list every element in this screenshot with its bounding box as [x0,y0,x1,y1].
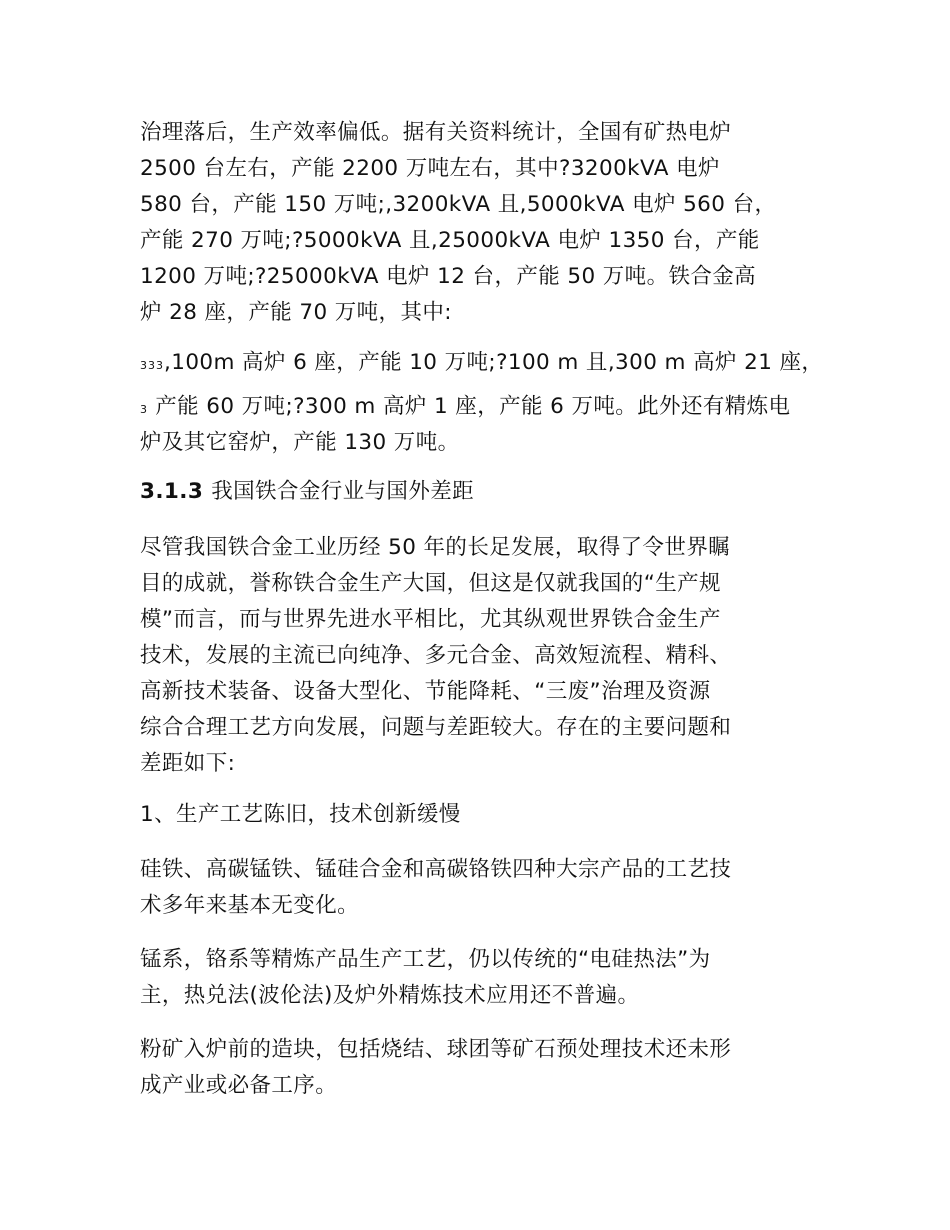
paragraph-gap-overview [140,530,840,782]
section-number: 3.1.3 [140,479,204,504]
section-heading [140,474,474,510]
text-line: 2500 台左右，产能 2200 万吨左右，其中?3200kVA 电炉 [140,156,720,181]
text-line: 主，热兑法(波伦法)及炉外精炼技术应用还不普遍。 [140,983,640,1008]
text-line: 差距如下: [140,751,236,776]
text-line: 综合合理工艺方向发展，问题与差距较大。存在的主要问题和 [140,715,732,740]
paragraph-bulk-products [140,852,840,924]
text-line: 炉 28 座，产能 70 万吨，其中: [140,300,452,325]
superscript-marker: 3 [140,403,148,416]
text-line: 粉矿入炉前的造块，包括烧结、球团等矿石预处理技术还未形 [140,1037,732,1062]
text-line: 术多年来基本无变化。 [140,893,360,918]
text-line [140,389,840,425]
text-line: 1200 万吨;?25000kVA 电炉 12 台，产能 50 万吨。铁合金高 [140,264,757,289]
paragraph-refining-process [140,942,840,1014]
text-line: 治理落后，生产效率偏低。据有关资料统计，全国有矿热电炉 [140,120,732,145]
text-line: 高新技术装备、设备大型化、节能降耗、“三废”治理及资源 [140,679,711,704]
text-line-content: 产能 60 万吨;?300 m 高炉 1 座，产能 6 万吨。此外还有精炼电 [148,394,791,419]
section-title: 我国铁合金行业与国外差距 [211,479,475,504]
text-line: 模”而言，而与世界先进水平相比，尤其纵观世界铁合金生产 [140,607,721,632]
paragraph-furnace-statistics [140,115,840,331]
text-line: 成产业或必备工序。 [140,1073,338,1098]
text-line: 技术，发展的主流已向纯净、多元合金、高效短流程、精科、 [140,643,732,668]
text-line: 锰系，铬系等精炼产品生产工艺，仍以传统的“电硅热法”为 [140,947,711,972]
superscript-marker: 333 [140,359,164,372]
paragraph-blast-furnace [140,345,840,461]
text-line: 尽管我国铁合金工业历经 50 年的长足发展，取得了令世界瞩 [140,535,731,560]
paragraph-ore-agglomeration [140,1032,840,1104]
text-line-content: ,100m 高炉 6 座，产能 10 万吨;?100 m 且,300 m 高炉 21 座， [164,350,824,375]
text-line: 580 台，产能 150 万吨;,3200kVA 且,5000kVA 电炉 560 台， [140,192,777,217]
text-line: 产能 270 万吨;?5000kVA 且,25000kVA 电炉 1350 台，产能 [140,228,760,253]
text-line: 目的成就，誉称铁合金生产大国，但这是仅就我国的“生产规 [140,571,721,596]
text-line [140,345,840,381]
list-item-heading [140,797,840,833]
text-line: 1、生产工艺陈旧，技术创新缓慢 [140,802,461,827]
text-line: 硅铁、高碳锰铁、锰硅合金和高碳铬铁四种大宗产品的工艺技 [140,857,732,882]
text-line: 炉及其它窑炉，产能 130 万吨。 [140,430,460,455]
